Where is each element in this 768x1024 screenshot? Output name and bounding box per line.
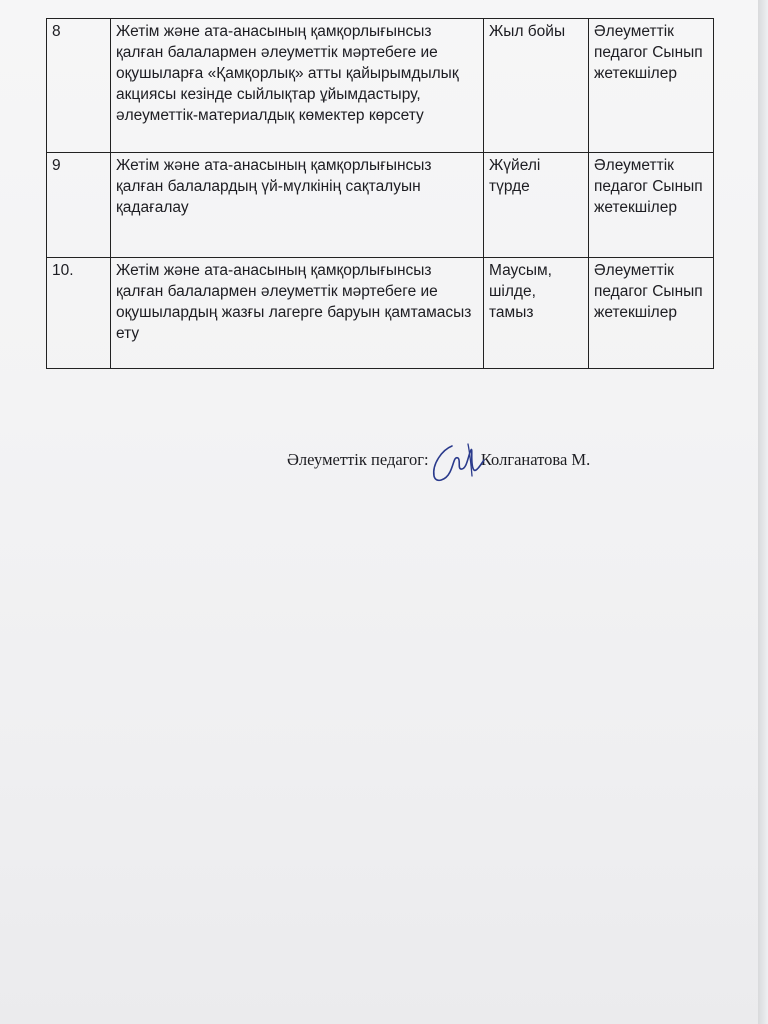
task-description: Жетім және ата-анасының қамқорлығынсыз қалған балалардың үй-мүлкінің сақталуын қадағалау [111,153,484,258]
task-description: Жетім және ата-анасының қамқорлығынсыз қалған балалармен әлеуметтік мәртебеге ие оқушылардың жазғы лагерге баруын қамтамасыз ету [111,258,484,369]
activity-plan-table [46,18,714,369]
responsible-person: Әлеуметтік педагог Сынып жетекшілер [589,19,714,153]
page-edge [758,0,768,1024]
signature-label: Әлеуметтік педагог: [287,450,429,469]
row-number: 8 [47,19,111,153]
table-row [47,258,714,369]
row-number: 10. [47,258,111,369]
responsible-person: Әлеуметтік педагог Сынып жетекшілер [589,153,714,258]
timeframe: Жыл бойы [484,19,589,153]
table-row [47,153,714,258]
signatory-name: Колганатова М. [480,450,591,469]
handwritten-signature-icon [424,436,494,488]
table-row [47,19,714,153]
timeframe: Маусым, шілде, тамыз [484,258,589,369]
responsible-person: Әлеуметтік педагог Сынып жетекшілер [589,258,714,369]
timeframe: Жүйелі түрде [484,153,589,258]
row-number: 9 [47,153,111,258]
task-description: Жетім және ата-анасының қамқорлығынсыз қалған балалармен әлеуметтік мәртебеге ие оқушыларға «Қамқорлық» атты қайырымдылық акциясы кезінде сыйлықтар ұйымдастыру, әлеуметтік-материалдық көмектер көрсету [111,19,484,153]
